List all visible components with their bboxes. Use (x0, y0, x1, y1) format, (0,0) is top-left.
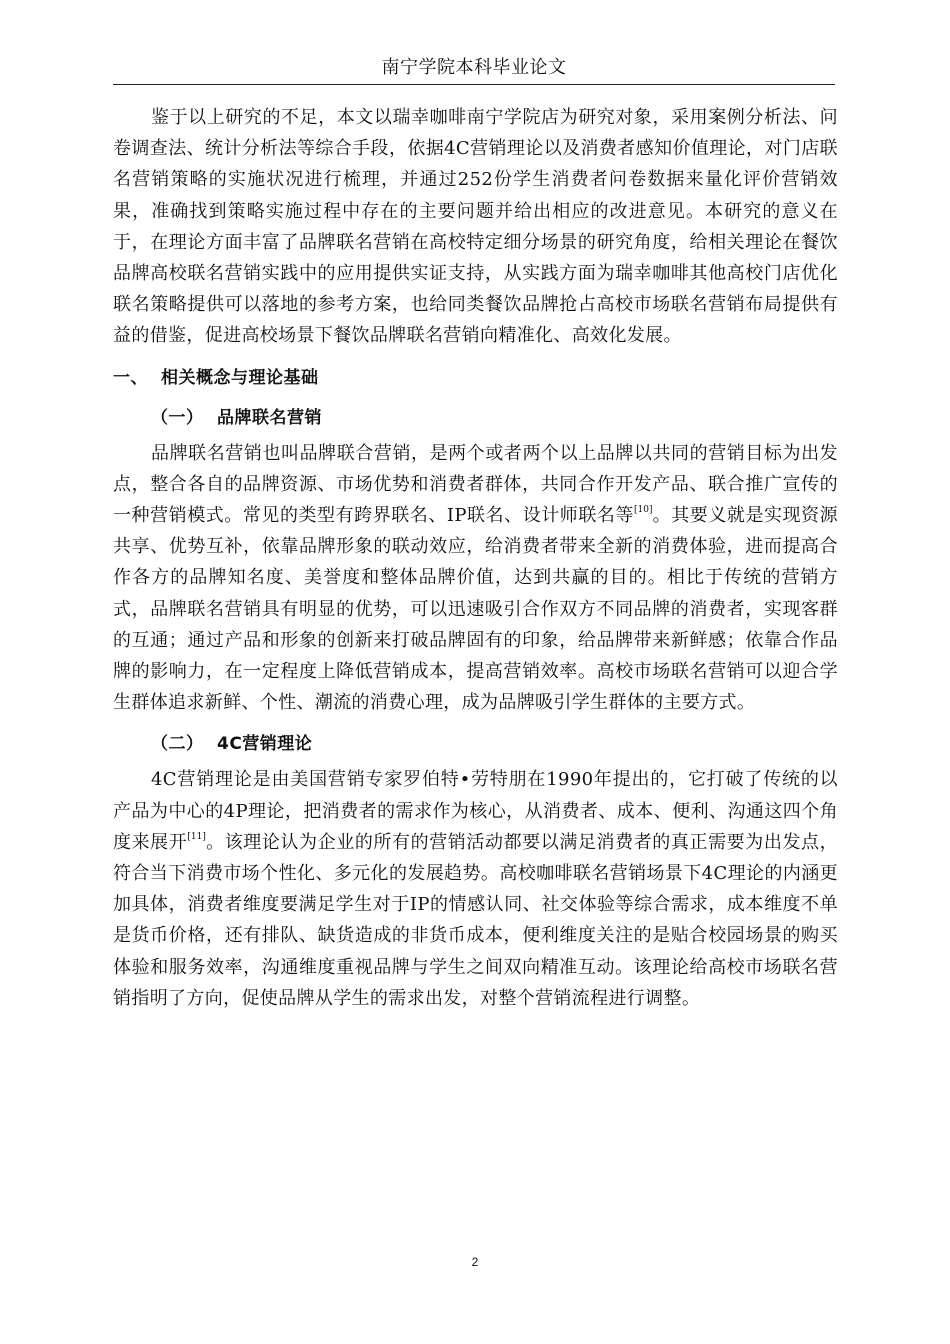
subsection-number: （一） (151, 407, 204, 428)
subsection-heading-1 (113, 398, 838, 438)
citation-ref: [11] (187, 831, 206, 842)
paragraph-text: 。该理论认为企业的所有的营销活动都要以满足消费者的真正需要为出发点，符合当下消费市场个性化、多元化的发展趋势。高校咖啡联名营销场景下4C理论的内涵更加具体，消费者维度要满足学生对于IP的情感认同、社交体验等综合需求，成本维度不单是货币价格，还有排队、缺货造成的非货币成本，便利维度关注的是贴合校园场景的购买体验和服务效率，沟通维度重视品牌与学生之间双向精准互动。该理论给高校市场联名营销指明了方向，促使品牌从学生的需求出发，对整个营销流程进行调整。 (113, 831, 838, 1009)
subsection-number: （二） (151, 734, 204, 755)
intro-paragraph: 鉴于以上研究的不足，本文以瑞幸咖啡南宁学院店为研究对象，采用案例分析法、问卷调查法、统计分析法等综合手段，依据4C营销理论以及消费者感知价值理论，对门店联名营销策略的实施状况进行梳理，并通过252份学生消费者问卷数据来量化评价营销效果，准确找到策略实施过程中存在的主要问题并给出相应的改进意见。本研究的意义在于，在理论方面丰富了品牌联名营销在高校特定细分场景的研究角度，给相关理论在餐饮品牌高校联名营销实践中的应用提供实证支持，从实践方面为瑞幸咖啡其他高校门店优化联名策略提供可以落地的参考方案，也给同类餐饮品牌抢占高校市场联名营销布局提供有益的借鉴，促进高校场景下餐饮品牌联名营销向精准化、高效化发展。 (113, 107, 838, 347)
section-heading (113, 358, 838, 398)
paragraph-text: 。其要义就是实现资源共享、优势互补，依靠品牌形象的联动效应，给消费者带来全新的消费体验，进而提高合作各方的品牌知名度、美誉度和整体品牌价值，达到共赢的目的。相比于传统的营销方式，品牌联名营销具有明显的优势，可以迅速吸引合作双方不同品牌的消费者，实现客群的互通；通过产品和形象的创新来打破品牌固有的印象，给品牌带来新鲜感；依靠合作品牌的影响力，在一定程度上降低营销成本，提高营销效率。高校市场联名营销可以迎合学生群体追求新鲜、个性、潮流的消费心理，成为品牌吸引学生群体的主要方式。 (113, 505, 838, 714)
section-title: 相关概念与理论基础 (161, 367, 319, 388)
co-branding-paragraph (113, 438, 838, 719)
4c-theory-paragraph (113, 764, 838, 1014)
section-number: 一、 (113, 367, 148, 388)
running-header: 南宁学院本科毕业论文 (381, 57, 567, 78)
subsection-heading-2 (113, 724, 838, 764)
subsection-title: 品牌联名营销 (217, 407, 322, 428)
header-rule (113, 84, 835, 85)
paragraph-text: 品牌联名营销也叫品牌联合营销，是两个或者两个以上品牌以共同的营销目标为出发点，整合各自的品牌资源、市场优势和消费者群体，共同合作开发产品、联合推广宣传的一种营销模式。常见的类型有跨界联名、IP联名、设计师联名等 (113, 442, 838, 527)
subsection-title: 4C营销理论 (217, 734, 313, 755)
page-number: 2 (471, 1255, 479, 1269)
document-body (113, 102, 838, 1014)
paragraph-text: 4C营销理论是由美国营销专家罗伯特•劳特朋在1990年提出的，它打破了传统的以产品为中心的4P理论，把消费者的需求作为核心，从消费者、成本、便利、沟通这四个角度来展开 (113, 769, 838, 853)
citation-ref: [10] (634, 505, 653, 516)
